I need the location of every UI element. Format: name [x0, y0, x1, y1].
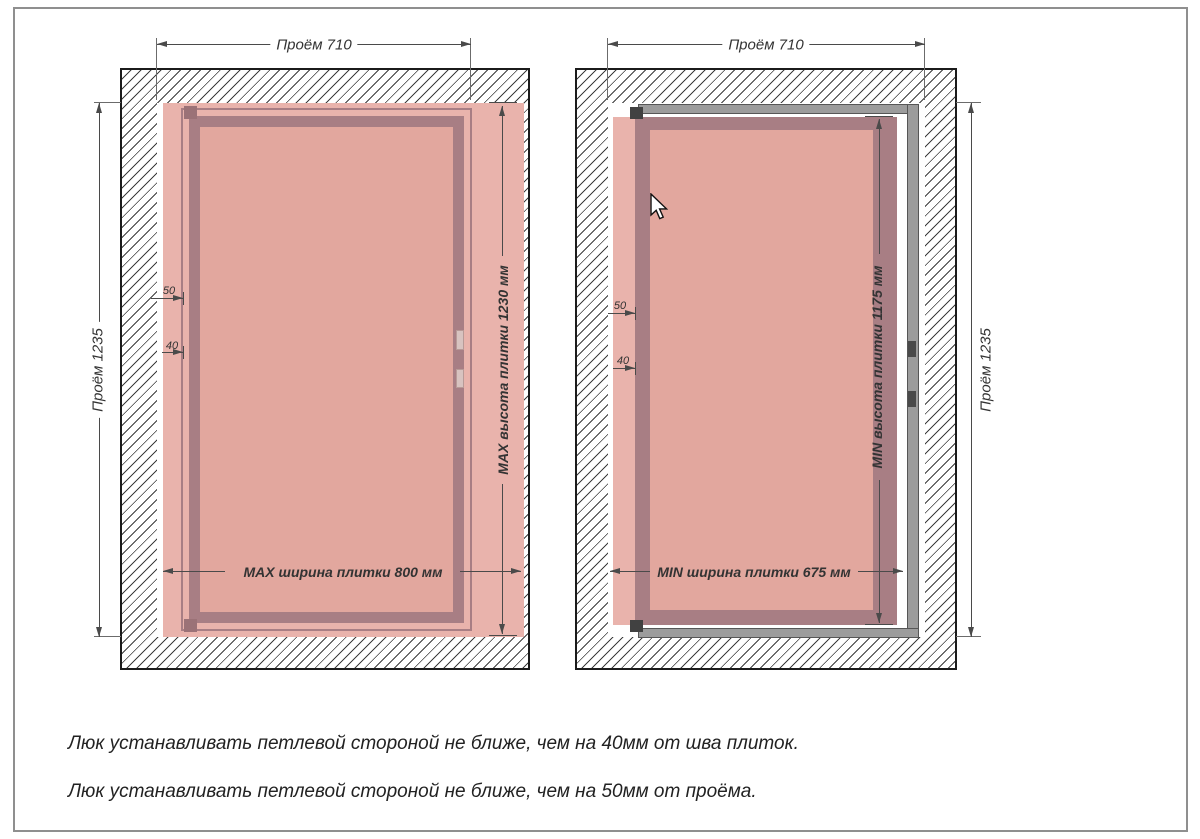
- right-metal-frame-right: [907, 104, 919, 638]
- right-latch-lower-icon: [908, 391, 916, 407]
- right-dim-top-extension-a: [607, 38, 608, 100]
- left-hinge-top-icon: [184, 106, 197, 119]
- right-dim-side-line: [971, 103, 972, 637]
- right-dim-top-arrow-left: [608, 41, 618, 47]
- left-dim-tileh-arrow-down: [499, 624, 505, 634]
- right-dim-top-arrow-right: [915, 41, 925, 47]
- right-dim-side-arrow-up: [968, 103, 974, 113]
- left-dim-top-arrow-left: [157, 41, 167, 47]
- right-metal-frame-top: [638, 104, 919, 114]
- right-dim-tileh-arrow-down: [876, 613, 882, 623]
- left-offset-seam-label: 40: [165, 340, 179, 352]
- left-dim-tileh-tick-top: [489, 102, 517, 103]
- right-offset-opening-arrow: [625, 310, 635, 316]
- right-offset-opening-tick: [635, 307, 636, 320]
- left-offset-opening-tick: [183, 292, 184, 305]
- note-line-2: Люк устанавливать петлевой стороной не ближе, чем на 50мм от проёма.: [68, 781, 757, 802]
- left-dim-tileh-tick-bottom: [489, 635, 517, 636]
- left-dim-side-arrow-down: [96, 627, 102, 637]
- left-dim-tileh-line-upper: [502, 106, 503, 256]
- left-tile-height-label: MAX высота плитки 1230 мм: [495, 265, 511, 475]
- left-offset-opening-label: 50: [162, 285, 176, 297]
- left-opening-width-label: Проём 710: [270, 37, 357, 54]
- left-latch-lower-icon: [456, 369, 464, 388]
- left-dim-side-arrow-up: [96, 103, 102, 113]
- right-hinge-top-icon: [630, 107, 643, 119]
- left-dim-top-extension-b: [470, 38, 471, 100]
- left-dim-tileh-line-lower: [502, 484, 503, 634]
- right-offset-opening-label: 50: [613, 300, 627, 312]
- right-tile-width-label: MIN ширина плитки 675 мм: [657, 564, 851, 580]
- left-dim-tilew-arrow-left: [163, 568, 173, 574]
- left-hinge-bottom-icon: [184, 619, 197, 632]
- right-opening-height-label: Проём 1235: [977, 328, 995, 412]
- right-dim-tilew-arrow-left: [610, 568, 620, 574]
- left-opening-height-label: Проём 1235: [90, 322, 107, 418]
- right-dim-tileh-arrow-up: [876, 119, 882, 129]
- right-dim-side-arrow-down: [968, 627, 974, 637]
- left-dim-top-arrow-right: [461, 41, 471, 47]
- right-opening-width-label: Проём 710: [722, 37, 809, 54]
- right-dim-tileh-tick-bottom: [865, 624, 893, 625]
- left-dim-tileh-arrow-up: [499, 106, 505, 116]
- right-hatch-door-leaf: [635, 117, 897, 625]
- right-dim-tileh-tick-top: [865, 116, 893, 117]
- left-offset-seam-tick: [183, 346, 184, 359]
- left-dim-tilew-arrow-right: [511, 568, 521, 574]
- right-dim-top-extension-b: [924, 38, 925, 100]
- right-dim-tilew-arrow-right: [893, 568, 903, 574]
- right-tile-height-label: MIN высота плитки 1175 мм: [869, 265, 885, 469]
- mouse-cursor: [650, 193, 672, 223]
- left-offset-seam-arrow: [173, 349, 183, 355]
- right-hinge-bottom-icon: [630, 620, 643, 632]
- right-dim-tileh-line-lower: [879, 480, 880, 623]
- note-line-1: Люк устанавливать петлевой стороной не ближе, чем на 40мм от шва плиток.: [68, 733, 799, 754]
- right-dim-tileh-line-upper: [879, 119, 880, 254]
- right-offset-seam-label: 40: [616, 355, 630, 367]
- left-latch-upper-icon: [456, 330, 464, 350]
- left-tile-width-label: MAX ширина плитки 800 мм: [243, 564, 443, 580]
- right-offset-seam-arrow: [625, 365, 635, 371]
- right-offset-seam-tick: [635, 362, 636, 375]
- left-hatch-door-leaf: [189, 116, 464, 623]
- right-metal-frame-bottom: [638, 628, 919, 638]
- right-latch-upper-icon: [908, 341, 916, 357]
- left-dim-top-extension-a: [156, 38, 157, 100]
- left-offset-opening-arrow: [173, 295, 183, 301]
